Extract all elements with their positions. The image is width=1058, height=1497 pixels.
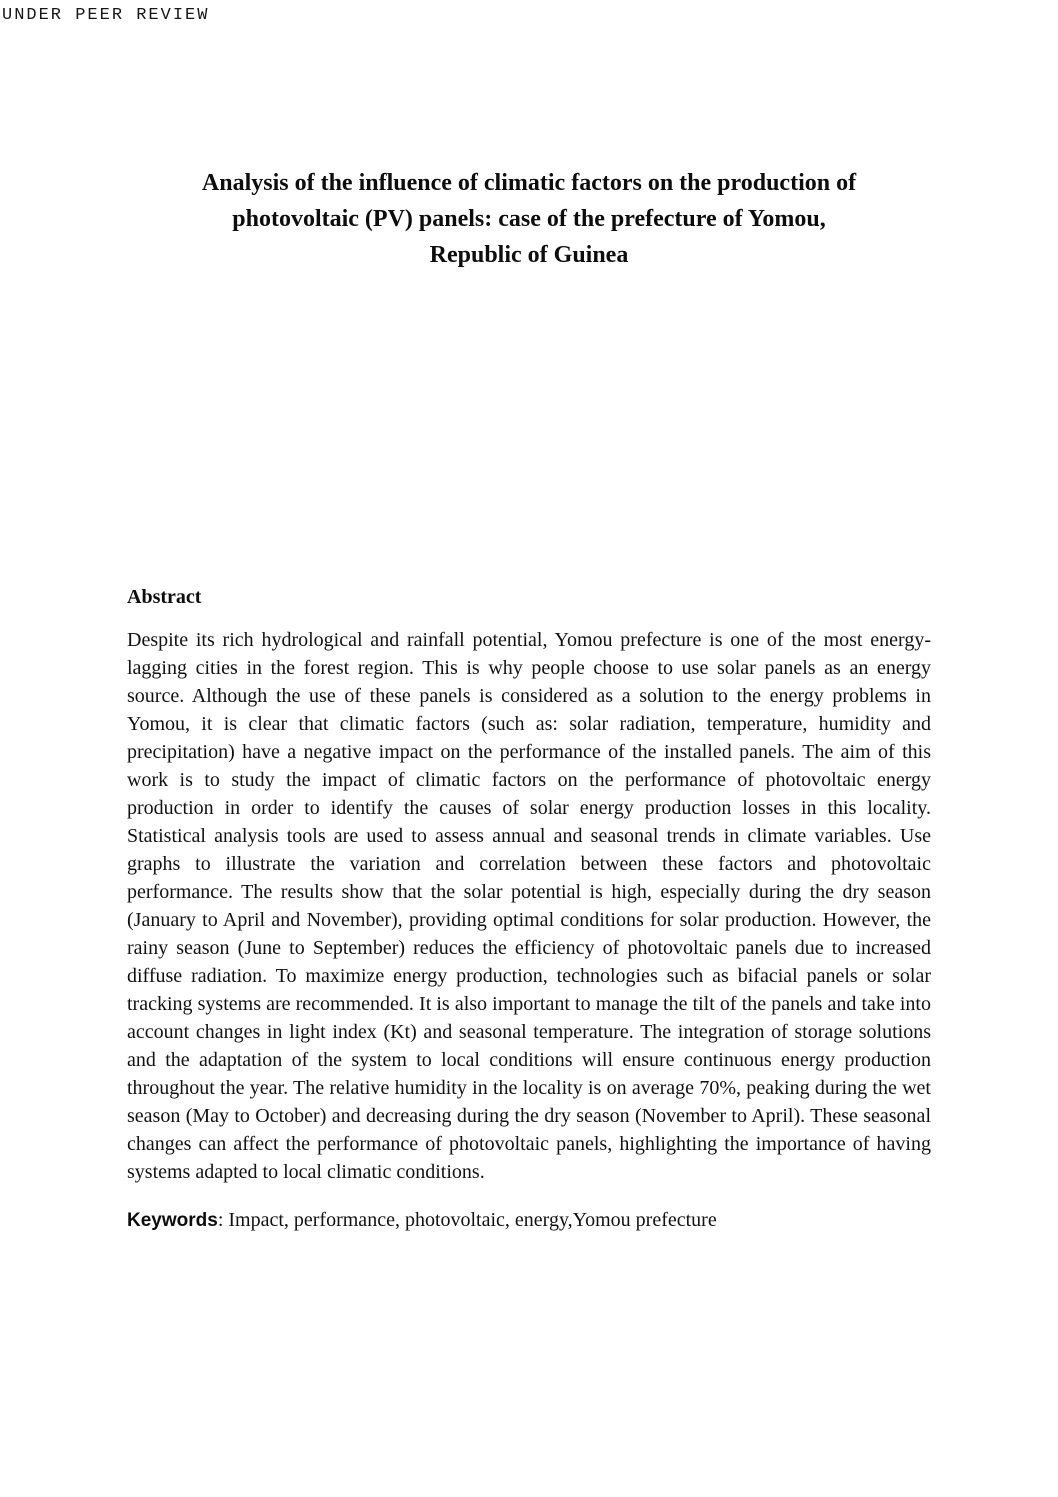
abstract-body-text: Despite its rich hydrological and rainfall potential, Yomou prefecture is one of the most energy-lagging cities in the forest region. This is why people choose to use solar panels as an energy source. Although the use of these panels is considered as a solution to the energy problems in Yomou, it is clear that climatic factors (such as: solar radiation, temperature, humidity and precipitation) have a negative impact on the performance of the installed panels. The aim of this work is to study the impact of climatic factors on the performance of photovoltaic energy production in order to identify the causes of solar energy production losses in this locality. Statistical analysis tools are used to assess annual and seasonal trends in climate variables. Use graphs to illustrate the variation and correlation between these factors and photovoltaic performance. The results show that the solar potential is high, especially during the dry season (January to April and November), providing optimal conditions for solar production. However, the rainy season (June to September) reduces the efficiency of photovoltaic panels due to increased diffuse radiation. To maximize energy production, technologies such as bifacial panels or solar tracking systems are recommended. It is also important to manage the tilt of the panels and take into account changes in light index (Kt) and seasonal temperature. The integration of storage solutions and the adaptation of the system to local conditions will ensure continuous energy production throughout the year. The relative humidity in the locality is on average 70%, peaking during the wet season (May to October) and decreasing during the dry season (November to April). These seasonal changes can affect the performance of photovoltaic panels, highlighting the importance of having systems adapted to local climatic conditions. [127, 629, 931, 1183]
paper-title-line-3: Republic of Guinea [429, 242, 629, 268]
paper-title-line-1: Analysis of the influence of climatic factors on the production of [201, 170, 857, 196]
paper-title [0, 165, 1058, 273]
keywords-text: : Impact, performance, photovoltaic, energy,Yomou prefecture [217, 1209, 717, 1231]
peer-review-banner: UNDER PEER REVIEW [2, 6, 210, 25]
abstract-section [127, 585, 931, 1234]
keywords-line [127, 1207, 931, 1234]
keywords-label: Keywords [127, 1210, 218, 1231]
abstract-heading: Abstract [127, 586, 202, 608]
paper-title-line-2: photovoltaic (PV) panels: case of the prefecture of Yomou, [232, 206, 826, 232]
